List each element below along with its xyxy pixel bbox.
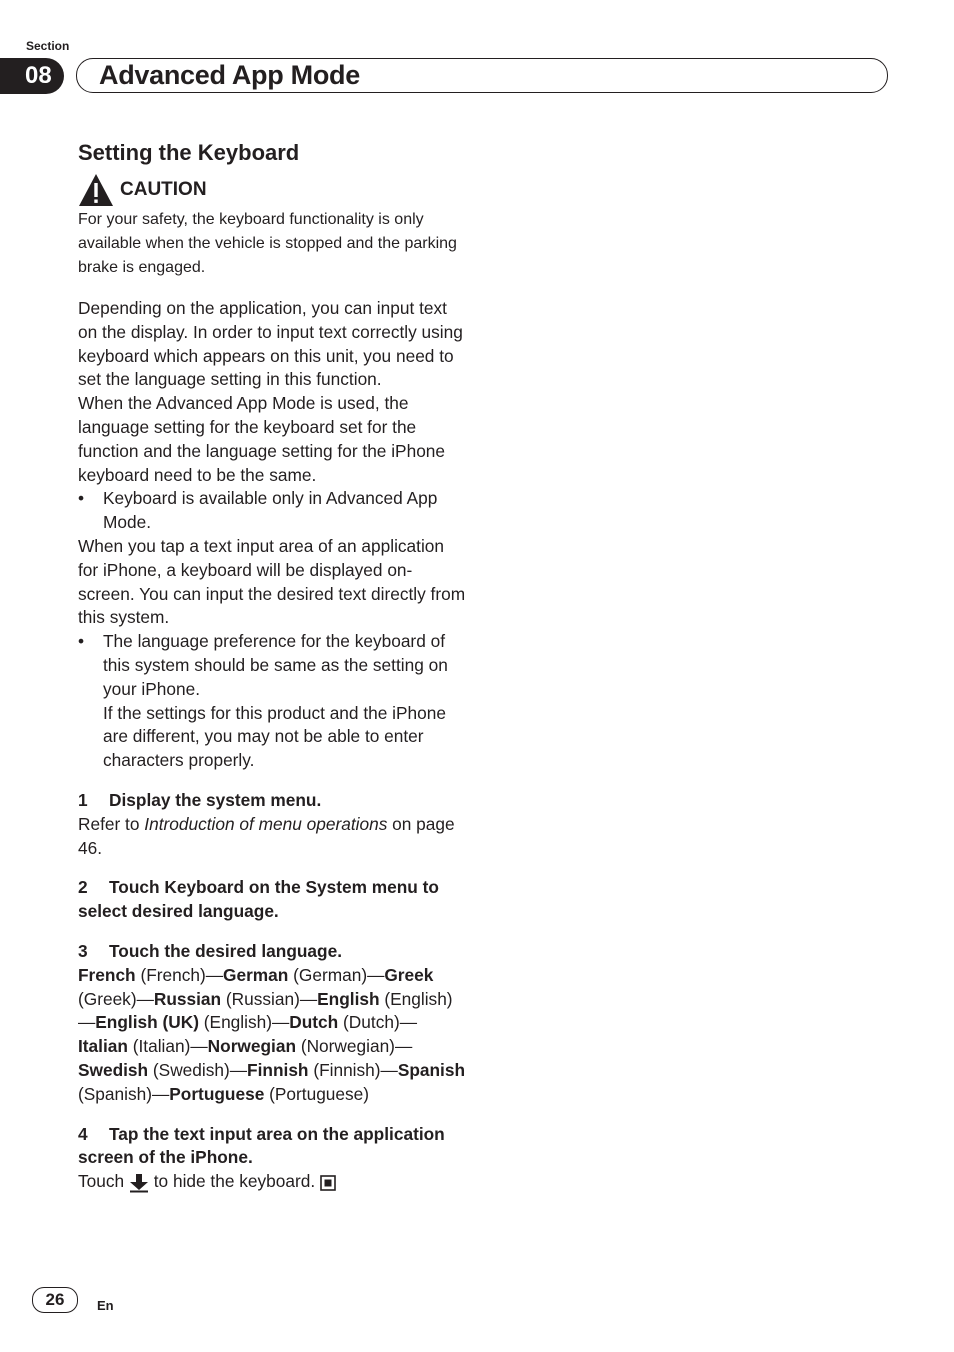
language-name: Swedish [78,1059,149,1080]
language-name: Italian [78,1036,128,1057]
step-text: Tap the text input area on the application screen of the iPhone. [78,1123,445,1168]
end-mark-icon [320,1175,336,1191]
language-name: Russian [153,988,222,1009]
bullet-advanced-mode [78,487,466,535]
paragraph-input-area: When you tap a text input area of an application for iPhone, a keyboard will be displayed on-screen. You can input the desired text directly from this system. [78,535,466,628]
step-3 [78,940,466,964]
language-name: Finnish [247,1059,309,1080]
section-label: Section [26,39,70,53]
paragraph-language-match: When the Advanced App Mode is used, the language setting for the keyboard set for the function and the language setting for the iPhone keyboard need to be the same. [78,393,446,485]
step-1-description: Refer to Introduction of menu operations on page 46. [78,813,455,858]
language-name: Spanish [397,1059,466,1080]
language-name: Dutch [289,1012,339,1033]
step-2 [78,876,466,924]
language-list: French (French)—German (German)—Greek (Greek)—Russian (Russian)—English (English)—English (UK) (English)—Dutch (Dutch)—Italian (Italian)—Norwegian (Norwegian)—Swedish (Swedish)—Finnish (Finnish)—Spanish (Spanish)—Portuguese (Portuguese) [78,964,466,1104]
caution-label: CAUTION [120,179,207,200]
step-1 [78,789,466,813]
down-arrow-icon [129,1173,149,1193]
step-4-description: Touch to hide the keyboard. [78,1170,466,1194]
bullet-dot: • [78,488,85,509]
title-box [76,58,888,93]
caution-text: For your safety, the keyboard functionality is only available when the vehicle is stopped and the parking brake is engaged. [78,211,457,276]
warning-triangle-icon [78,173,114,207]
language-name: Norwegian [207,1036,296,1057]
page-number: 26 [32,1287,78,1313]
language-name: French [78,964,136,985]
bullet-text: Keyboard is available only in Advanced App Mode. [103,488,438,533]
language-name: German [223,964,289,985]
bullet-dot: • [78,631,85,652]
language-name: English [317,988,380,1009]
cross-reference: Introduction of menu operations [144,813,388,834]
language-code: En [97,1298,114,1313]
page-title: Advanced App Mode [99,60,360,90]
step-4 [78,1123,466,1171]
step-text: Touch Keyboard on the System menu to select desired language. [78,877,439,922]
content-column [78,140,466,1194]
language-name: Portuguese [169,1083,265,1104]
bullet-continuation: If the settings for this product and the iPhone are different, you may not be able to enter characters properly. [103,702,446,771]
caution-header [78,172,466,208]
step-number: 2 [78,877,88,898]
step-number: 4 [78,1123,88,1144]
bullet-text: The language preference for the keyboard of this system should be same as the setting on your iPhone. [103,631,448,699]
step-number: 3 [78,940,88,961]
section-number-tab: 08 [0,58,64,94]
step-number: 1 [78,789,88,810]
step-text: Touch the desired language. [109,940,343,961]
step-text: Display the system menu. [109,789,322,810]
bullet-language-preference [78,630,466,773]
language-name: English (UK) [95,1012,199,1033]
paragraph-intro: Depending on the application, you can input text on the display. In order to input text correctly using keyboard which appears on this unit, you need to set the language setting in this function. [78,298,463,390]
language-name: Greek [384,964,434,985]
section-heading: Setting the Keyboard [78,140,300,165]
